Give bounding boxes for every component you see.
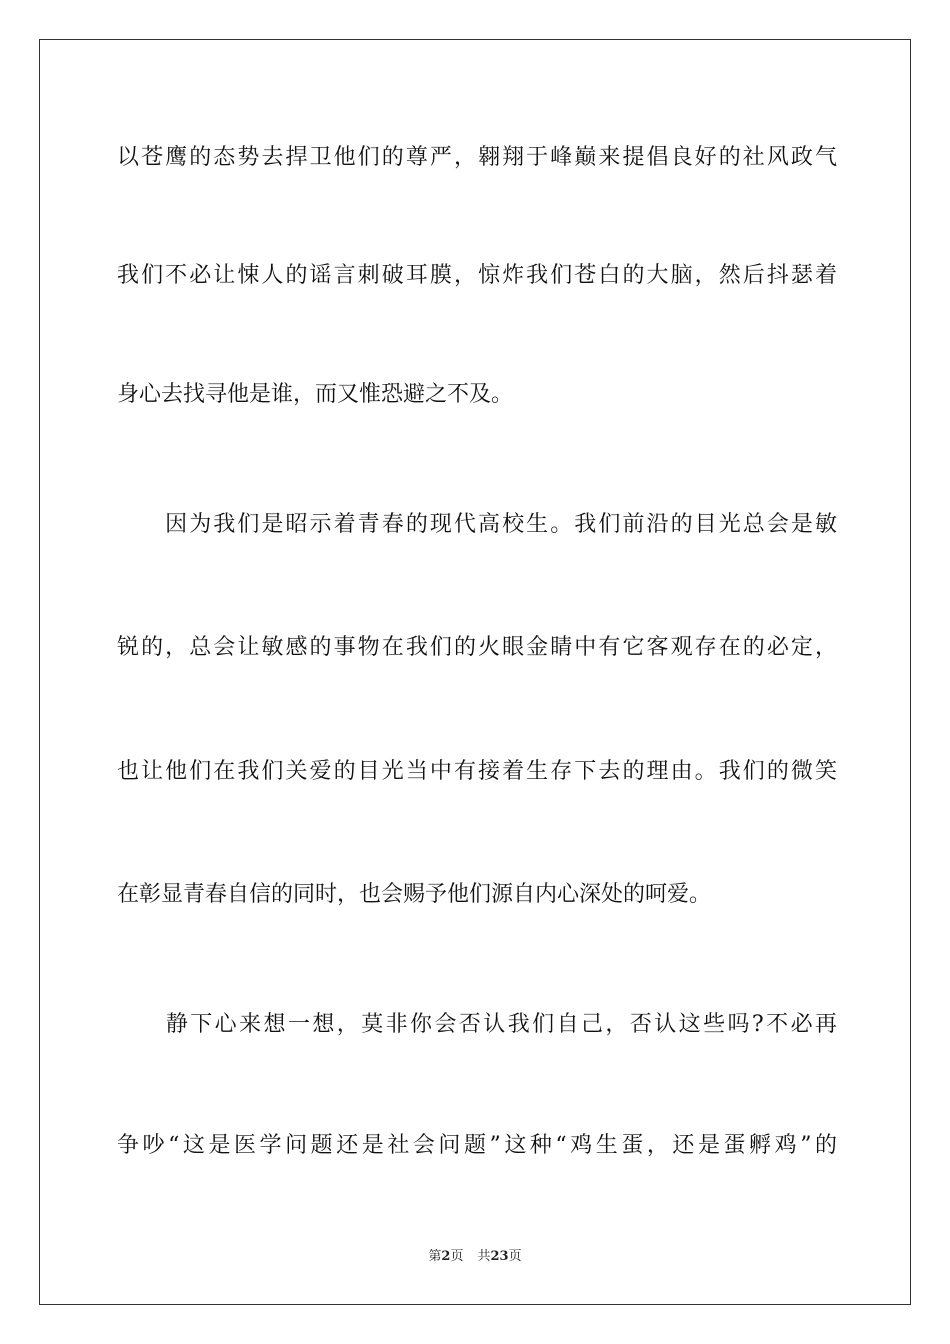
text-line-7: 在彰显青春自信的同时，也会赐予他们源自内心深处的呵爱。 — [117, 882, 712, 907]
text-line-8: 静下心来想一想，莫非你会否认我们自己，否认这些吗?不必再 — [117, 1012, 837, 1037]
footer-page-prefix: 第 — [428, 1249, 442, 1264]
text-line-5: 锐的，总会让敏感的事物在我们的火眼金睛中有它客观存在的必定， — [117, 635, 837, 660]
footer-total-prefix: 共 — [477, 1249, 491, 1264]
footer-page-number: 2 — [441, 1249, 451, 1264]
text-line-3: 身心去找寻他是谁，而又惟恐避之不及。 — [117, 382, 514, 407]
text-line-6: 也让他们在我们关爱的目光当中有接着生存下去的理由。我们的微笑 — [117, 759, 837, 784]
text-line-4: 因为我们是昭示着青春的现代高校生。我们前沿的目光总会是敏 — [117, 512, 837, 537]
page-footer — [0, 1248, 950, 1266]
footer-total-pages: 23 — [490, 1249, 509, 1264]
text-line-2: 我们不必让悚人的谣言刺破耳膜，惊炸我们苍白的大脑，然后抖瑟着 — [117, 263, 837, 288]
page-border — [39, 39, 911, 1305]
text-line-9: 争吵“这是医学问题还是社会问题”这种“鸡生蛋，还是蛋孵鸡”的 — [117, 1133, 837, 1158]
footer-total-suffix: 页 — [508, 1249, 522, 1264]
footer-page-suffix: 页 — [450, 1249, 464, 1264]
text-line-1: 以苍鹰的态势去捍卫他们的尊严，翱翔于峰巅来提倡良好的社风政气 — [117, 145, 837, 170]
